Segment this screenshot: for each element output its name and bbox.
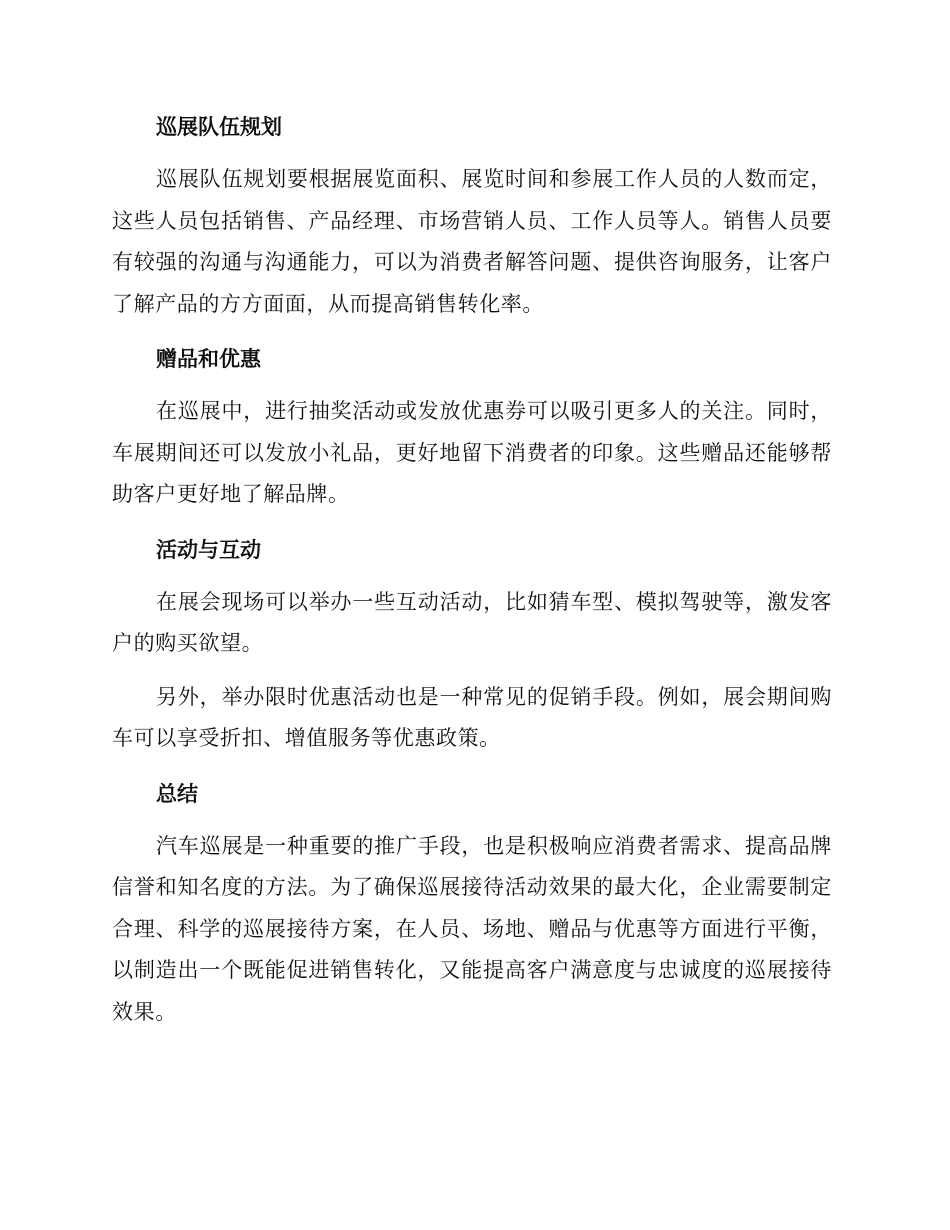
- section-heading-gifts-discounts: 赠品和优惠: [156, 347, 261, 371]
- paragraph-activities-interaction-1: 在展会现场可以举办一些互动活动，比如猜车型、模拟驾驶等，激发客户的购买欲望。: [112, 589, 832, 655]
- paragraph-activities-interaction-2: 另外，举办限时优惠活动也是一种常见的促销手段。例如，展会期间购车可以享受折扣、增值服务等优惠政策。: [112, 684, 832, 750]
- section-heading-activities-interaction: 活动与互动: [156, 537, 261, 562]
- paragraph-gifts-discounts: 在巡展中，进行抽奖活动或发放优惠券可以吸引更多人的关注。同时，车展期间还可以发放小礼品，更好地留下消费者的印象。这些赠品还能够帮助客户更好地了解品牌。: [112, 399, 832, 506]
- document-page: [112, 107, 832, 1033]
- section-heading-team-planning: 巡展队伍规划: [156, 115, 282, 139]
- paragraph-summary: 汽车巡展是一种重要的推广手段，也是积极响应消费者需求、提高品牌信誉和知名度的方法。为了确保巡展接待活动效果的最大化，企业需要制定合理、科学的巡展接待方案，在人员、场地、赠品与优惠等方面进行平衡，以制造出一个既能促进销售转化，又能提高客户满意度与忠诚度的巡展接待效果。: [112, 833, 832, 1024]
- paragraph-team-planning: 巡展队伍规划要根据展览面积、展览时间和参展工作人员的人数而定，这些人员包括销售、产品经理、市场营销人员、工作人员等人。销售人员要有较强的沟通与沟通能力，可以为消费者解答问题、提供咨询服务，让客户了解产品的方方面面，从而提高销售转化率。: [112, 167, 832, 316]
- section-heading-summary: 总结: [156, 781, 198, 806]
